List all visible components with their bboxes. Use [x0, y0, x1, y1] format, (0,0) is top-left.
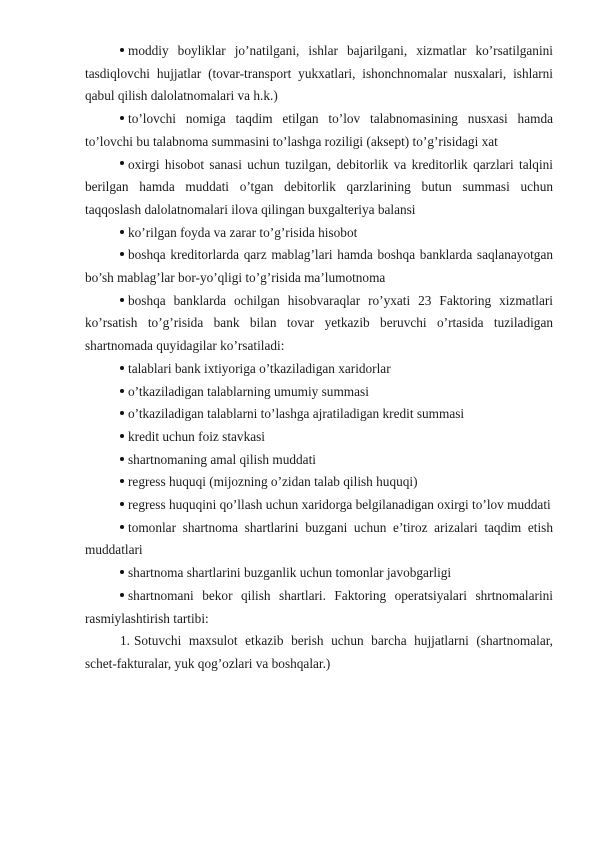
bullet-item-shipping-documents — [85, 40, 553, 108]
bullet-text: kredit uchun foiz stavkasi — [128, 428, 265, 444]
bullet-icon — [120, 570, 124, 574]
bullet-item-regress-right — [85, 471, 553, 494]
bullet-icon — [120, 48, 124, 52]
bullet-text: ko’rilgan foyda va zarar to’g’risida hisobot — [128, 224, 358, 240]
bullet-text: to’lovchi nomiga taqdim etilgan to’lov talabnomasining nusxasi hamda to’lovchi bu talabnoma summasini to’lashga roziligi (aksept) to’g’risidagi xat — [85, 111, 553, 149]
bullet-icon — [120, 230, 124, 234]
item-number: 1. — [120, 633, 130, 649]
bullet-icon — [120, 366, 124, 370]
bullet-text: shartnoma shartlarini buzganlik uchun tomonlar javobgarligi — [128, 565, 452, 581]
bullet-item-interest-rate — [85, 426, 553, 449]
bullet-item-total-sum — [85, 381, 553, 404]
bullet-icon — [120, 411, 124, 415]
bullet-item-other-creditors — [85, 244, 553, 289]
bullet-item-profit-report — [85, 222, 553, 245]
bullet-text: boshqa kreditorlarda qarz mablag’lari hamda boshqa banklarda saqlanayotgan bo’sh mablag’lar bor-yo’qligi to’g’risida ma’lumotnoma — [85, 247, 553, 286]
bullet-item-other-accounts — [85, 290, 553, 358]
bullet-text: tomonlar shartnoma shartlarini buzgani uchun e’tiroz arizalari taqdim etish muddatlari — [85, 519, 553, 558]
bullet-icon — [120, 252, 124, 256]
bullet-item-claims-deadline — [85, 517, 553, 562]
numbered-text: Sotuvchi maxsulot etkazib berish uchun barcha hujjatlarni (shartnomalar, schet-fakturalar, yuk qog’ozlari va boshqalar.) — [85, 633, 553, 671]
bullet-text: shartnomaning amal qilish muddati — [128, 451, 316, 467]
bullet-icon — [120, 457, 124, 461]
bullet-text: oxirgi hisobot sanasi uchun tuzilgan, debitorlik va kreditorlik qarzlari talqini berilgan hamda muddati o’tgan debitorlik qarzlarining butun summasi uchun taqqoslash dalolatnomalari ilova qilingan buxgalteriya balansi — [85, 156, 553, 217]
bullet-text: boshqa banklarda ochilgan hisobvaraqlar ro’yxati 23 Faktoring xizmatlari ko’rsatish to’g’risida bank bilan tovar yetkazib beruvchi o’rtasida tuziladigan shartnomada quyidagilar ko’rsatiladi: — [85, 292, 553, 354]
bullet-text: talablari bank ixtiyoriga o’tkaziladigan xaridorlar — [128, 360, 391, 376]
bullet-item-liability — [85, 562, 553, 585]
bullet-icon — [120, 389, 124, 393]
bullet-item-balance-sheet — [85, 154, 553, 222]
bullet-item-termination — [85, 585, 553, 630]
bullet-text: shartnomani bekor qilish shartlari. Faktoring operatsiyalari shrtnomalarini rasmiylashtirish tartibi: — [85, 587, 553, 626]
bullet-text: regress huquqi (mijozning o’zidan talab qilish huquqi) — [128, 474, 418, 490]
bullet-icon — [120, 298, 124, 302]
bullet-text: o’tkaziladigan talablarni to’lashga ajratiladigan kredit summasi — [128, 406, 465, 422]
bullet-icon — [120, 161, 124, 165]
bullet-icon — [120, 479, 124, 483]
bullet-icon — [120, 593, 124, 597]
document-page — [85, 40, 553, 676]
bullet-icon — [120, 525, 124, 529]
bullet-item-credit-sum — [85, 403, 553, 426]
bullet-item-buyers — [85, 358, 553, 381]
bullet-icon — [120, 116, 124, 120]
bullet-icon — [120, 434, 124, 438]
bullet-text: moddiy boyliklar jo’natilgani, ishlar bajarilgani, xizmatlar ko’rsatilganini tasdiqlovchi hujjatlar (tovar-transport yukxatlari, ishonchnomalar nusxalari, ishlarni qabul qilish dalolatnomalari va h.k.) — [85, 43, 553, 104]
bullet-item-regress-deadline — [85, 494, 553, 517]
bullet-text: o’tkaziladigan talablarning umumiy summasi — [128, 383, 369, 399]
bullet-item-contract-term — [85, 449, 553, 472]
bullet-item-payment-request — [85, 108, 553, 153]
bullet-text: regress huquqini qo’llash uchun xaridorga belgilanadigan oxirgi to’lov muddati — [128, 497, 551, 513]
numbered-item-1 — [85, 630, 553, 675]
bullet-icon — [120, 502, 124, 506]
